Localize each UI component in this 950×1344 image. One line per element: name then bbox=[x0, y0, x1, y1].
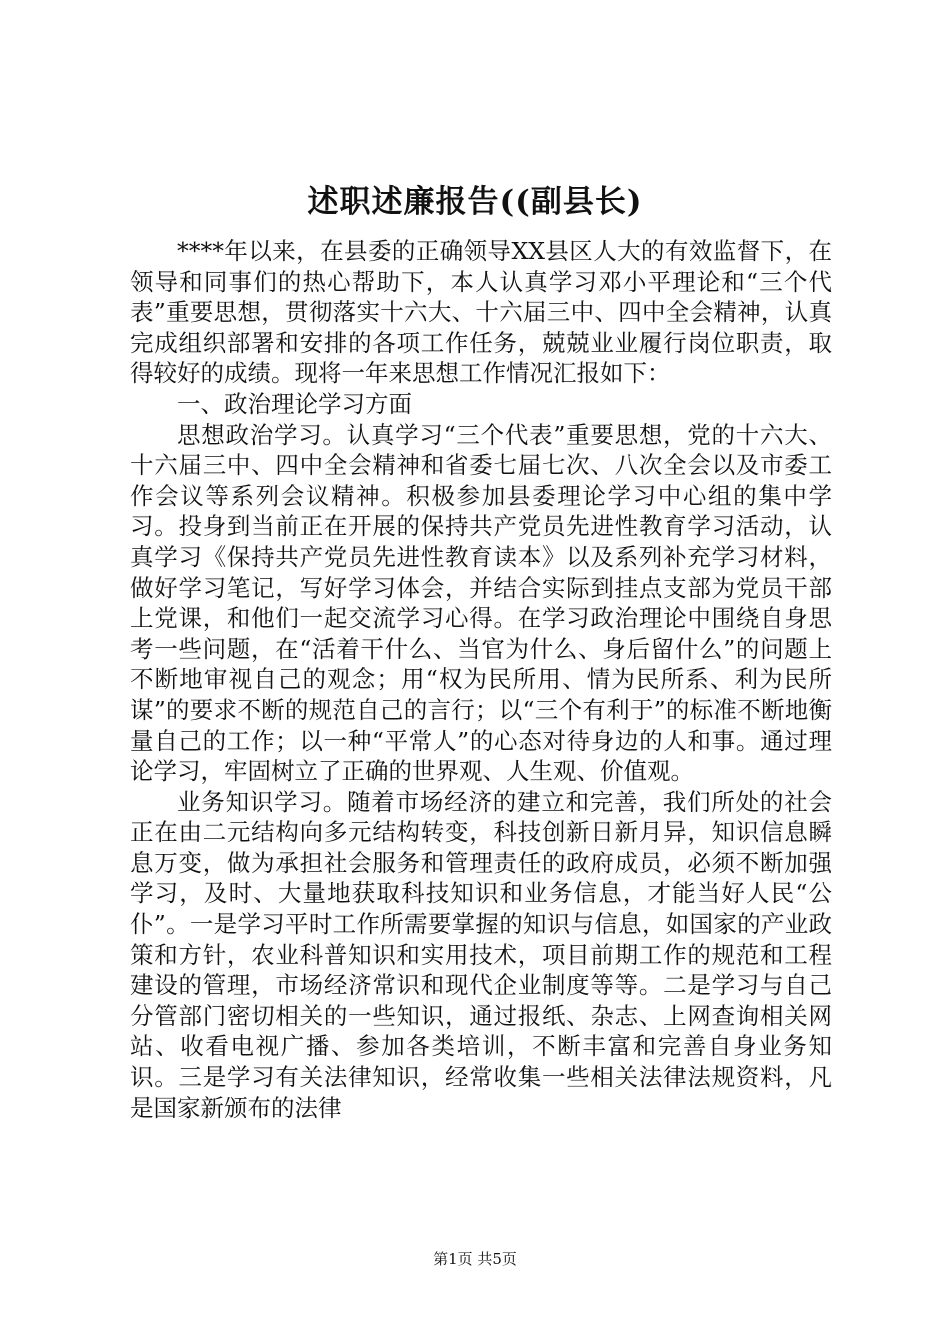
paragraph-ideological-study: 思想政治学习。认真学习“三个代表”重要思想，党的十六大、十六届三中、四中全会精神和省委七届七次、八次全会以及市委工作会议等系列会议精神。积极参加县委理论学习中心组的集中学习。投身到当前正在开展的保持共产党员先进性教育学习活动，认真学习《保持共产党员先进性教育读本》以及系列补充学习材料，做好学习笔记，写好学习体会，并结合实际到挂点支部为党员干部上党课，和他们一起交流学习心得。在学习政治理论中围绕自身思考一些问题，在“活着干什么、当官为什么、身后留什么”的问题上不断地审视自己的观念；用“权为民所用、情为民所系、利为民所谋”的要求不断的规范自己的言行；以“三个有利于”的标准不断地衡量自己的工作；以一种“平常人”的心态对待身边的人和事。通过理论学习，牢固树立了正确的世界观、人生观、价值观。 bbox=[130, 420, 832, 786]
document-title: 述职述廉报告((副县长) bbox=[307, 184, 643, 220]
paragraph-intro: ****年以来，在县委的正确领导XX县区人大的有效监督下，在领导和同事们的热心帮助下，本人认真学习邓小平理论和“三个代表”重要思想，贯彻落实十六大、十六届三中、四中全会精神，认真完成组织部署和安排的各项工作任务，兢兢业业履行岗位职责，取得较好的成绩。现将一年来思想工作情况汇报如下： bbox=[130, 237, 832, 388]
section-heading-political-study: 一、政治理论学习方面 bbox=[177, 389, 412, 418]
page-number: 第1页 共5页 bbox=[433, 1250, 517, 1268]
paragraph-professional-study: 业务知识学习。随着市场经济的建立和完善，我们所处的社会正在由二元结构向多元结构转变，科技创新日新月异，知识信息瞬息万变，做为承担社会服务和管理责任的政府成员，必须不断加强学习，及时、大量地获取科技知识和业务信息，才能当好人民“公仆”。一是学习平时工作所需要掌握的知识与信息，如国家的产业政策和方针，农业科普知识和实用技术，项目前期工作的规范和工程建设的管理，市场经济常识和现代企业制度等等。二是学习与自己分管部门密切相关的一些知识，通过报纸、杂志、上网查询相关网站、收看电视广播、参加各类培训，不断丰富和完善自身业务知识。三是学习有关法律知识，经常收集一些相关法律法规资料，凡是国家新颁布的法律 bbox=[130, 787, 832, 1122]
document-body bbox=[130, 236, 832, 1123]
